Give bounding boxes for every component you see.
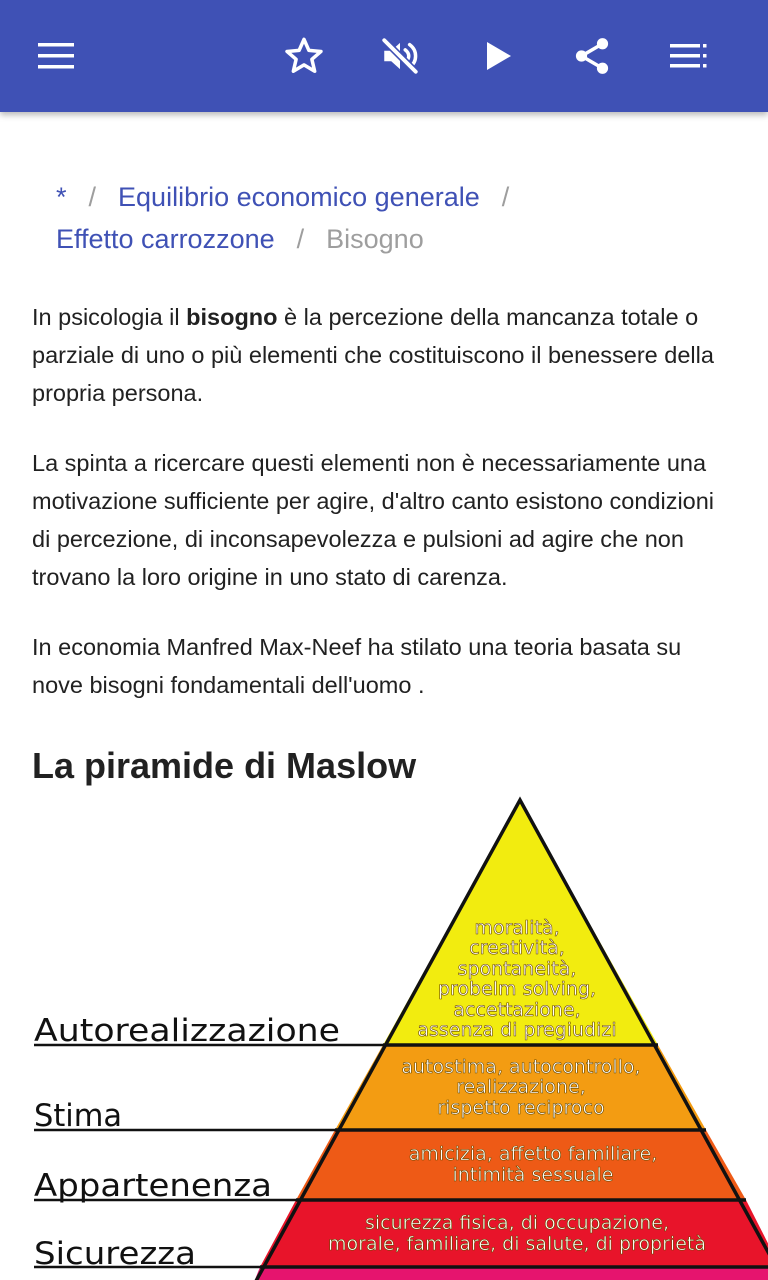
app-bar [0, 0, 768, 112]
breadcrumb-current: Bisogno [326, 224, 424, 254]
pyramid-level-base [250, 1267, 768, 1280]
article-paragraph-3: In economia Manfred Max-Neef ha stilato una teoria basata su nove bisogni fondamentali dell'uomo . [32, 634, 682, 698]
play-button[interactable] [470, 28, 526, 84]
pyramid-label-stima: Stima [34, 1098, 122, 1134]
level-text: assenza di pregiudizi [417, 1019, 617, 1041]
breadcrumb [56, 176, 736, 260]
article-paragraph-1 [32, 298, 736, 412]
level-text: realizzazione, [456, 1076, 586, 1098]
list-icon [668, 42, 708, 70]
breadcrumb-link-home[interactable]: * [56, 182, 67, 212]
level-text: rispetto reciproco [437, 1097, 605, 1119]
contents-button[interactable] [660, 28, 716, 84]
level-text: intimità sessuale [452, 1164, 614, 1186]
level-text: spontaneità, [457, 958, 577, 980]
hamburger-menu-icon [36, 41, 76, 71]
mute-button[interactable] [372, 28, 428, 84]
breadcrumb-link-effetto[interactable]: Effetto carrozzone [56, 224, 275, 254]
pyramid-label-autorealizzazione: Autorealizzazione [34, 1013, 340, 1049]
breadcrumb-separator: / [296, 224, 305, 254]
paragraph-text: è la percezione della mancanza totale o parziale di uno o più elementi che costituiscono il benessere della propria persona. [32, 304, 714, 406]
volume-off-icon [379, 35, 421, 77]
level-text: morale, familiare, di salute, di proprietà [328, 1233, 706, 1255]
paragraph-text: In psicologia il [32, 304, 187, 330]
maslow-pyramid-figure[interactable] [0, 792, 768, 1280]
level-text: amicizia, affetto familiare, [408, 1143, 658, 1165]
bold-term: bisogno [186, 304, 278, 330]
level-text: sicurezza fisica, di occupazione, [365, 1212, 669, 1234]
level-text: autostima, autocontrollo, [401, 1056, 641, 1078]
breadcrumb-separator: / [88, 182, 97, 212]
breadcrumb-link-equilibrio[interactable]: Equilibrio economico generale [118, 182, 480, 212]
level-text: moralità, [474, 917, 560, 939]
share-button[interactable] [564, 28, 620, 84]
star-outline-icon [283, 35, 325, 77]
section-title: La piramide di Maslow [32, 745, 417, 786]
article-paragraph-2: La spinta a ricercare questi elementi non è necessariamente una motivazione sufficiente per agire, d'altro canto esistono condizioni di percezione, di inconsapevolezza e pulsioni ad agire che non trovano la loro origine in uno stato di carenza. [32, 450, 715, 590]
favorite-button[interactable] [276, 28, 332, 84]
share-icon [571, 35, 613, 77]
breadcrumb-separator: / [501, 182, 510, 212]
play-icon [483, 40, 513, 72]
level-text: probelm solving, [437, 978, 597, 1000]
pyramid-label-sicurezza: Sicurezza [34, 1236, 197, 1272]
pyramid-label-appartenenza: Appartenenza [34, 1168, 272, 1204]
menu-button[interactable] [28, 28, 84, 84]
level-text: creatività, [469, 937, 565, 959]
level-text: accettazione, [453, 999, 581, 1021]
